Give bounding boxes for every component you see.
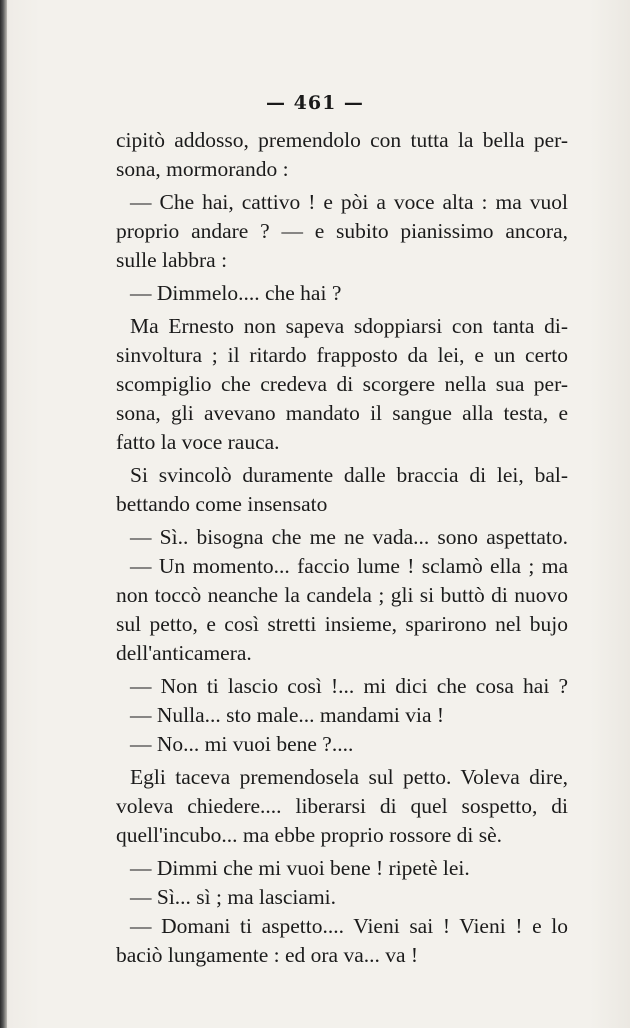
text-line: cipitò addosso, premendolo con tutta la bella per- [116, 128, 568, 152]
text-line: voleva chiedere.... liberarsi di quel sospetto, di [116, 794, 568, 818]
text-line: quell'incubo... ma ebbe proprio rossore di sè. [116, 823, 503, 847]
text-line: sona, gli avevano mandato il sangue alla testa, e [116, 401, 568, 425]
text-line: Egli taceva premendosela sul petto. Voleva dire, [130, 765, 568, 789]
text-line: sinvoltura ; il ritardo frapposto da lei, e un certo [116, 343, 568, 367]
text-line: scompiglio che credeva di scorgere nella sua per- [116, 372, 568, 396]
text-line: dell'anticamera. [116, 641, 252, 665]
text-line: — Non ti lascio così !... mi dici che cosa hai ? [130, 674, 568, 698]
text-line: sona, mormorando : [116, 157, 289, 181]
text-line: Ma Ernesto non sapeva sdoppiarsi con tanta di- [130, 314, 568, 338]
page-spine-edge [0, 0, 7, 1028]
text-line: — Nulla... sto male... mandami via ! [130, 703, 445, 727]
text-line: — Un momento... faccio lume ! sclamò ella ; ma [130, 554, 568, 578]
page-number: — 461 — [266, 92, 364, 114]
text-line: — Sì.. bisogna che me ne vada... sono aspettato. [130, 525, 568, 549]
text-line: non toccò neanche la candela ; gli si buttò di nuovo [116, 583, 568, 607]
text-line: — Domani ti aspetto.... Vieni sai ! Vieni ! e lo [130, 914, 568, 938]
text-line: sul petto, e così stretti insieme, sparirono nel bujo [116, 612, 568, 636]
text-line: proprio andare ? — e subito pianissimo ancora, [116, 219, 568, 243]
body-text [116, 126, 568, 970]
text-line: Si svincolò duramente dalle braccia di lei, bal- [130, 463, 568, 487]
text-line: bettando come insensato [116, 492, 328, 516]
text-line: fatto la voce rauca. [116, 430, 280, 454]
text-line: baciò lungamente : ed ora va... va ! [116, 943, 419, 967]
text-line: — No... mi vuoi bene ?.... [130, 732, 354, 756]
text-line: — Sì... sì ; ma lasciami. [130, 885, 337, 909]
text-line: sulle labbra : [116, 248, 228, 272]
text-line: — Dimmi che mi vuoi bene ! ripetè lei. [130, 856, 470, 880]
text-line: — Che hai, cattivo ! e pòi a voce alta : ma vuol [130, 190, 568, 214]
text-line: — Dimmelo.... che hai ? [130, 281, 342, 305]
